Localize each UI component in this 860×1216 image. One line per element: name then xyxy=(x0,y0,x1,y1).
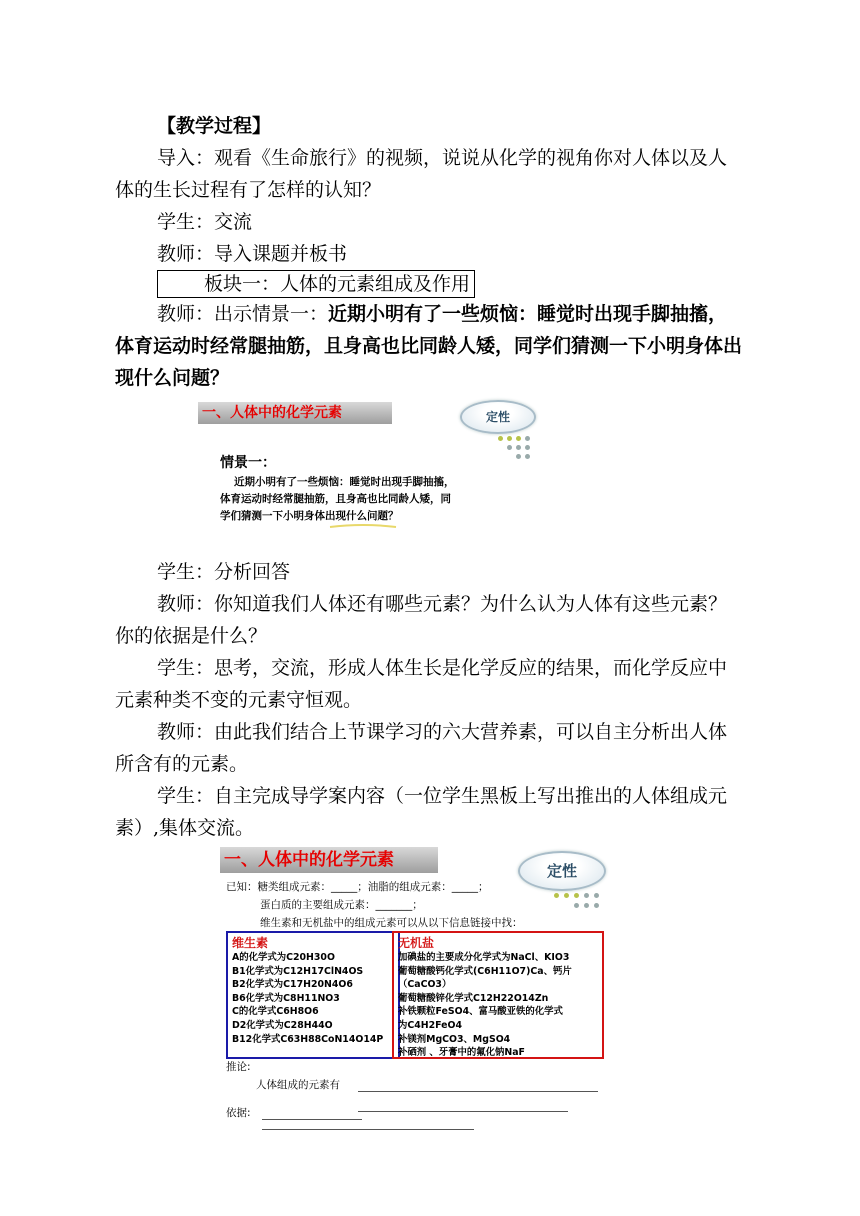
slide2-badge: 定性 xyxy=(518,851,606,891)
inference-blank-2 xyxy=(358,1111,568,1112)
block-one-heading: 板块一：人体的元素组成及作用 xyxy=(157,270,475,298)
salt-line: 补镁剂MgCO3、MgSO4 xyxy=(398,1033,511,1045)
vitamin-line: D2化学式为C28H44O xyxy=(232,1019,333,1031)
slide2-banner: 一、人体中的化学元素 xyxy=(220,847,438,873)
slide1-scene-line-2: 体育运动时经常腿抽筋，且身高也比同龄人矮，同 xyxy=(220,493,451,505)
known-line-1: 已知：糖类组成元素：_____；油脂的组成元素：_____； xyxy=(226,881,489,893)
intro-paragraph: 导入：观看《生命旅行》的视频，说说从化学的视角你对人体以及人体的生长过程有了怎样的认知？ xyxy=(115,147,728,201)
vitamin-line: C的化学式C6H8O6 xyxy=(232,1006,319,1018)
basis-blank-1 xyxy=(262,1119,362,1120)
vitamin-box xyxy=(226,931,400,1059)
slide1-banner: 一、人体中的化学元素 xyxy=(198,402,392,424)
slide1-underline-squiggle xyxy=(328,522,398,530)
salt-line: 补硒剂 、牙膏中的氟化钠NaF xyxy=(398,1047,525,1059)
vitamin-line: B6化学式为C8H11NO3 xyxy=(232,992,340,1004)
section-title: 【教学过程】 xyxy=(157,115,272,137)
slide-scene-one xyxy=(198,398,538,533)
inference-text: 人体组成的元素有 xyxy=(256,1079,340,1091)
salt-line: （CaCO3） xyxy=(398,979,452,991)
scene-question: 近期小明有了一些烦恼：睡觉时出现手脚抽搐，体育运动时经常腿抽筋，且身高也比同龄人矮，同学们猜测一下小明身体出现什么问题？ xyxy=(115,303,743,389)
teacher-elements-question: 教师：你知道我们人体还有哪些元素？为什么认为人体有这些元素？你的依据是什么？ xyxy=(115,593,728,647)
student-conservation: 学生：思考，交流，形成人体生长是化学反应的结果，而化学反应中元素种类不变的元素守恒观。 xyxy=(115,657,728,711)
student-analysis: 学生：分析回答 xyxy=(157,561,291,583)
slide1-scene-line-1: 近期小明有了一些烦恼：睡觉时出现手脚抽搐， xyxy=(234,476,455,488)
basis-blank-2 xyxy=(262,1129,474,1130)
vitamin-title: 维生素 xyxy=(232,936,269,950)
vitamin-line: B2化学式为C17H20N4O6 xyxy=(232,979,353,991)
student-worksheet: 学生：自主完成导学案内容（一位学生黑板上写出推出的人体组成元素）,集体交流。 xyxy=(115,785,728,839)
salt-line: 葡萄糖酸钙化学式(C6H11O7)Ca、钙片 xyxy=(398,965,572,977)
teacher-intro-topic: 教师：导入课题并板书 xyxy=(157,243,348,265)
salt-line: 为C4H2FeO4 xyxy=(398,1019,463,1031)
slide1-badge: 定性 xyxy=(460,400,536,434)
slide-elements-worksheet xyxy=(218,843,606,1133)
slide1-scene-title: 情景一： xyxy=(220,455,276,471)
salt-line: 加碘盐的主要成分化学式为NaCl、KIO3 xyxy=(398,952,570,963)
vitamin-line: B1化学式为C12H17ClN4OS xyxy=(232,965,364,977)
student-exchange: 学生：交流 xyxy=(157,211,253,233)
slide1-scene-line-3: 学们猜测一下小明身体出现什么问题？ xyxy=(220,510,399,522)
teacher-nutrients: 教师：由此我们结合上节课学习的六大营养素，可以自主分析出人体所含有的元素。 xyxy=(115,721,728,775)
known-line-2: 蛋白质的主要组成元素：_______； xyxy=(260,899,423,911)
block-one-line xyxy=(115,268,745,300)
salt-title: 无机盐 xyxy=(398,936,435,950)
salt-line: 葡萄糖酸锌化学式C12H22O14Zn xyxy=(398,992,549,1004)
salt-line: 补铁颗粒FeSO4、富马酸亚铁的化学式 xyxy=(398,1006,563,1018)
inference-label: 推论: xyxy=(226,1061,251,1073)
mineral-salt-box xyxy=(392,931,604,1059)
vitamin-line: B12化学式C63H88CoN14O14P xyxy=(232,1033,384,1045)
scene-prefix: 教师：出示情景一： xyxy=(157,303,329,325)
known-line-3: 维生素和无机盐中的组成元素可以从以下信息链接中找： xyxy=(260,917,523,929)
basis-label: 依据: xyxy=(226,1107,251,1119)
inference-blank-1 xyxy=(358,1091,598,1092)
vitamin-line: A的化学式为C20H30O xyxy=(232,952,335,963)
teacher-scene-paragraph xyxy=(115,298,745,394)
